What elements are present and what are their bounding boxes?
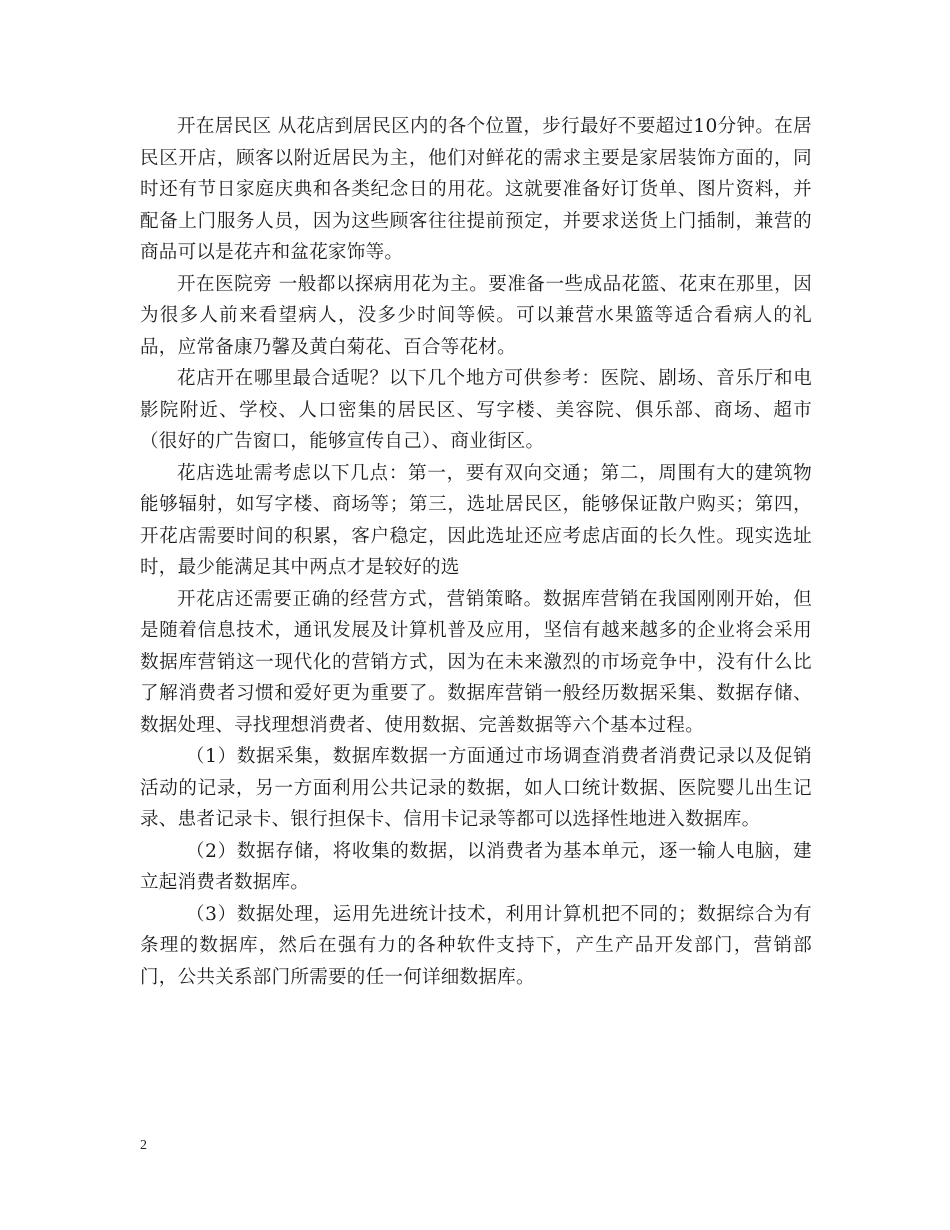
paragraph-data-collection: （1）数据采集，数据库数据一方面通过市场调查消费者消费记录以及促销活动的记录，另一方面利用公共记录的数据，如人口统计数据、医院婴儿出生记录、患者记录卡、银行担保卡、信用卡记录等都可以选择性地进入数据库。 [140,746,812,830]
paragraph-database-marketing: 开花店还需要正确的经营方式，营销策略。数据库营销在我国刚刚开始，但是随着信息技术，通讯发展及计算机普及应用，坚信有越来越多的企业将会采用数据库营销这一现代化的营销方式，因为在未来激烈的市场竞争中，没有什么比了解消费者习惯和爱好更为重要了。数据库营销一般经历数据采集、数据存储、数据处理、寻找理想消费者、使用数据、完善数据等六个基本过程。 [140,588,812,736]
paragraph-data-processing: （3）数据处理，运用先进统计技术，利用计算机把不同的；数据综合为有条理的数据库，然后在强有力的各种软件支持下，产生产品开发部门，营销部门，公共关系部门所需要的任一何详细数据库。 [140,903,812,988]
paragraph-near-hospital: 开在医院旁 一般都以探病用花为主。要准备一些成品花篮、花束在那里，因为很多人前来看望病人，没多少时间等候。可以兼营水果篮等适合看病人的礼品，应常备康乃馨及黄白菊花、百合等花材。 [140,273,812,358]
paragraph-data-storage: （2）数据存储，将收集的数据，以消费者为基本单元，逐一输人电脑，建立起消费者数据库。 [140,840,812,893]
paragraph-residential-area: 开在居民区 从花店到居民区内的各个位置，步行最好不要超过10分钟。在居民区开店，顾客以附近居民为主，他们对鲜花的需求主要是家居装饰方面的，同时还有节日家庭庆典和各类纪念日的用花。这就要准备好订货单、图片资料，并配备上门服务人员，因为这些顾客往往提前预定，并要求送货上门插制，兼营的商品可以是花卉和盆花家饰等。 [140,116,812,263]
paragraph-site-considerations: 花店选址需考虑以下几点：第一，要有双向交通；第二，周围有大的建筑物能够辐射，如写字楼、商场等；第三，选址居民区，能够保证散户购买；第四，开花店需要时间的积累，客户稳定，因此选址还应考虑店面的长久性。现实选址时，最少能满足其中两点才是较好的选 [140,462,812,578]
document-body [140,111,812,993]
page-number: 2 [140,1138,147,1153]
paragraph-best-locations: 花店开在哪里最合适呢？以下几个地方可供参考：医院、剧场、音乐厅和电影院附近、学校、人口密集的居民区、写字楼、美容院、俱乐部、商场、超市（很好的广告窗口，能够宣传自己）、商业街区。 [140,368,812,452]
